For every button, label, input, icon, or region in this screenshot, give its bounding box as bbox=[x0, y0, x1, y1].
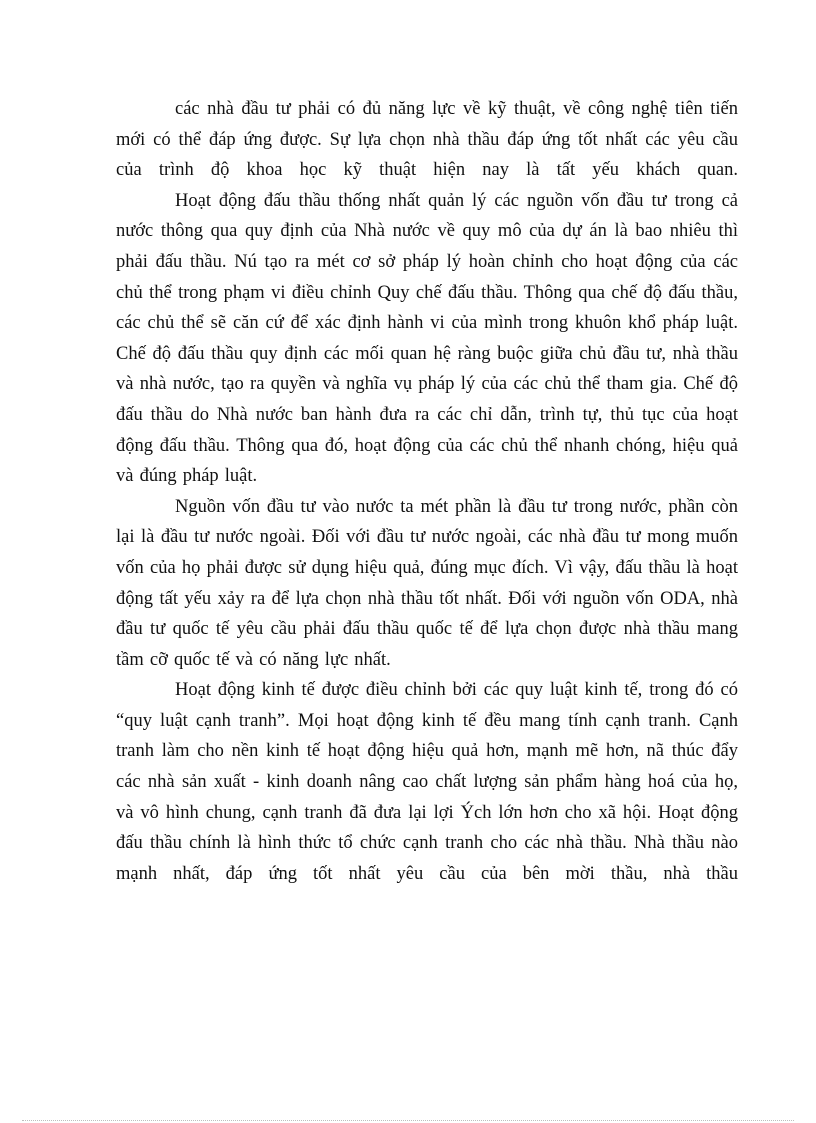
paragraph-1-continued: các nhà đầu tư phải có đủ năng lực về kỹ thuật, về công nghệ tiên tiến mới có thể đáp ứng được. Sự lựa chọn nhà thầu đáp ứng tốt nhất các yêu cầu của trình độ khoa học kỹ thuật hiện nay là tất yếu khách quan. bbox=[116, 99, 738, 181]
paragraph-4: Hoạt động kinh tế được điều chỉnh bởi các quy luật kinh tế, trong đó có “quy luật cạnh tranh”. Mọi hoạt động kinh tế đều mang tính cạnh tranh. Cạnh tranh làm cho nền kinh tế hoạt động hiệu quả hơn, mạnh mẽ hơn, nã thúc đẩy các nhà sản xuất - kinh doanh nâng cao chất lượng sản phẩm hàng hoá của họ, và vô hình chung, cạnh tranh đã đưa lại lợi Ých lớn hơn cho xã hội. Hoạt động đấu thầu chính là hình thức tổ chức cạnh tranh cho các nhà thầu. Nhà thầu nào mạnh nhất, đáp ứng tốt nhất yêu cầu của bên mời thầu, nhà thầu bbox=[116, 680, 738, 884]
document-page bbox=[116, 94, 738, 889]
paragraph-2: Hoạt động đấu thầu thống nhất quản lý các nguồn vốn đầu tư trong cả nước thông qua quy định của Nhà nước về quy mô của dự án là bao nhiêu thì phải đấu thầu. Nú tạo ra mét cơ sở pháp lý hoàn chỉnh cho hoạt động của các chủ thể trong phạm vi điều chỉnh Quy chế đấu thầu. Thông qua chế độ đấu thầu, các chủ thể sẽ căn cứ để xác định hành vi của mình trong khuôn khổ pháp luật. Chế độ đấu thầu quy định các mối quan hệ ràng buộc giữa chủ đầu tư, nhà thầu và nhà nước, tạo ra quyền và nghĩa vụ pháp lý của các chủ thể tham gia. Chế độ đấu thầu do Nhà nước ban hành đưa ra các chỉ dẫn, trình tự, thủ tục của hoạt động đấu thầu. Thông qua đó, hoạt động của các chủ thể nhanh chóng, hiệu quả và đúng pháp luật. bbox=[116, 190, 738, 487]
paragraph-3: Nguồn vốn đầu tư vào nước ta mét phần là đầu tư trong nước, phần còn lại là đầu tư nước ngoài. Đối với đầu tư nước ngoài, các nhà đầu tư mong muốn vốn của họ phải được sử dụng hiệu quả, đúng mục đích. Vì vậy, đấu thầu là hoạt động tất yếu xảy ra để lựa chọn nhà thầu tốt nhất. Đối với nguồn vốn ODA, nhà đầu tư quốc tế yêu cầu phải đấu thầu quốc tế để lựa chọn được nhà thầu mang tầm cỡ quốc tế và có năng lực nhất. bbox=[116, 496, 738, 670]
page-bottom-divider bbox=[22, 1120, 794, 1121]
